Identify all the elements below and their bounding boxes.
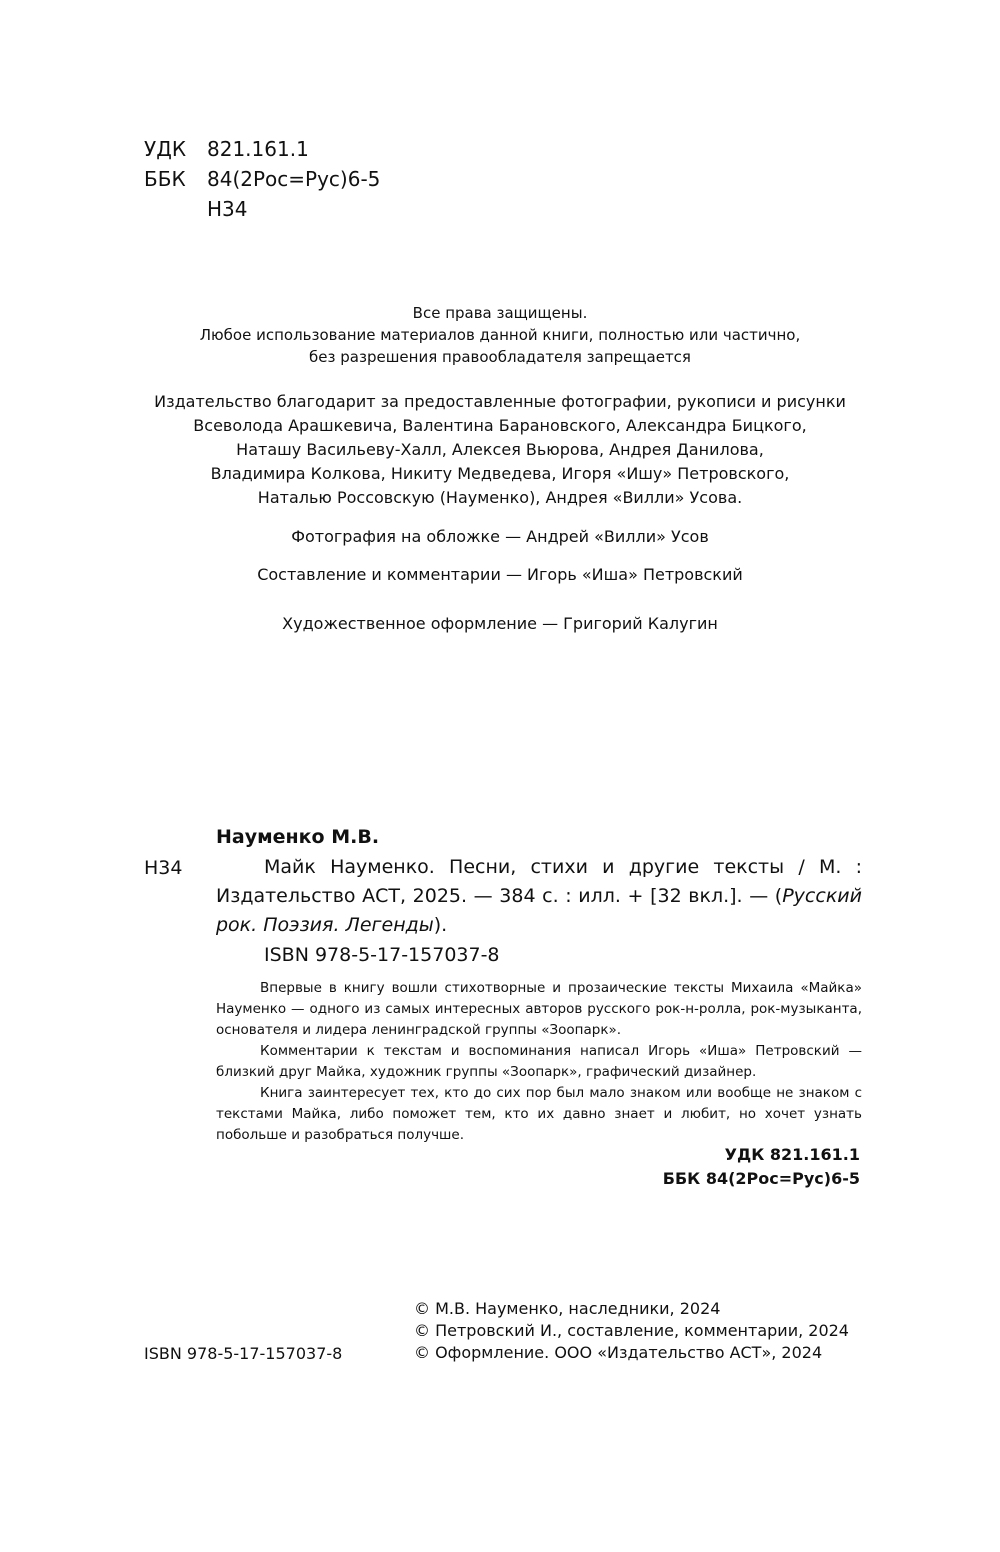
catalog-author: Науменко М.В. (216, 826, 380, 848)
footer-isbn: ISBN 978-5-17-157037-8 (144, 1344, 343, 1363)
thanks-line: Наташу Васильеву-Халл, Алексея Вьюрова, Андрея Данилова, (236, 440, 764, 459)
bbk-value: 84(2Рос=Рус)6-5 (207, 167, 381, 191)
annotation-paragraph: Комментарии к текстам и воспоминания написал Игорь «Иша» Петровский — близкий друг Майка, художник группы «Зоопарк», графический дизайнер. (216, 1043, 862, 1080)
thanks-line: Всеволода Арашкевича, Валентина Барановского, Александра Бицкого, (193, 416, 807, 435)
catalog-description (216, 853, 862, 940)
rights-line: Любое использование материалов данной книги, полностью или частично, (199, 326, 801, 344)
catalog-code: Н34 (144, 857, 183, 879)
bbk-label: ББК (144, 167, 186, 191)
udk-label: УДК (144, 137, 187, 161)
catalog-bbk: ББК 84(2Рос=Рус)6-5 (662, 1169, 860, 1188)
copyright-line: © Оформление. ООО «Издательство АСТ», 2024 (414, 1343, 823, 1362)
description-text: Майк Науменко. Песни, стихи и другие тексты / М. : Издательство АСТ, 2025. — 384 с. : илл. + [32 вкл.]. — ( (216, 856, 862, 907)
thanks-line: Наталью Россовскую (Науменко), Андрея «Вилли» Усова. (257, 488, 743, 507)
catalog-isbn: ISBN 978-5-17-157037-8 (264, 944, 500, 966)
author-mark: Н34 (207, 197, 248, 221)
description-end: ). (433, 914, 448, 936)
rights-line: Все права защищены. (412, 304, 588, 322)
catalog-udk: УДК 821.161.1 (724, 1145, 860, 1164)
rights-line: без разрешения правообладателя запрещается (309, 348, 691, 366)
cover-photo-credit: Фотография на обложке — Андрей «Вилли» Усов (291, 527, 709, 546)
rights-notice (100, 302, 900, 368)
bbk-line (144, 164, 380, 194)
thanks-line: Издательство благодарит за предоставленные фотографии, рукописи и рисунки (154, 392, 846, 411)
acknowledgements (100, 390, 900, 510)
thanks-line: Владимира Колкова, Никиту Медведева, Игоря «Ишу» Петровского, (210, 464, 790, 483)
design-credit: Художественное оформление — Григорий Калугин (282, 614, 718, 633)
udk-value: 821.161.1 (207, 137, 309, 161)
copyright-block (414, 1298, 849, 1364)
udk-line (144, 134, 380, 164)
series-title: Русский рок. Поэзия. Легенды (216, 885, 862, 936)
annotation (216, 978, 862, 1146)
copyright-line: © Петровский И., составление, комментарии, 2024 (414, 1321, 849, 1340)
author-mark-line (144, 194, 380, 224)
copyright-line: © М.В. Науменко, наследники, 2024 (414, 1299, 721, 1318)
catalog-codes (560, 1143, 860, 1191)
annotation-paragraph: Книга заинтересует тех, кто до сих пор был мало знаком или вообще не знаком с текстами Майка, либо поможет тем, кто их давно знает и любит, но хочет узнать побольше и разобраться получше. (216, 1085, 862, 1143)
annotation-paragraph: Впервые в книгу вошли стихотворные и прозаические тексты Михаила «Майка» Науменко — одного из самых интересных авторов русского рок-н-ролла, рок-музыканта, основателя и лидера ленинградской группы «Зоопарк». (216, 980, 862, 1038)
compilation-credit: Составление и комментарии — Игорь «Иша» Петровский (257, 565, 743, 584)
classification-block (144, 134, 380, 224)
